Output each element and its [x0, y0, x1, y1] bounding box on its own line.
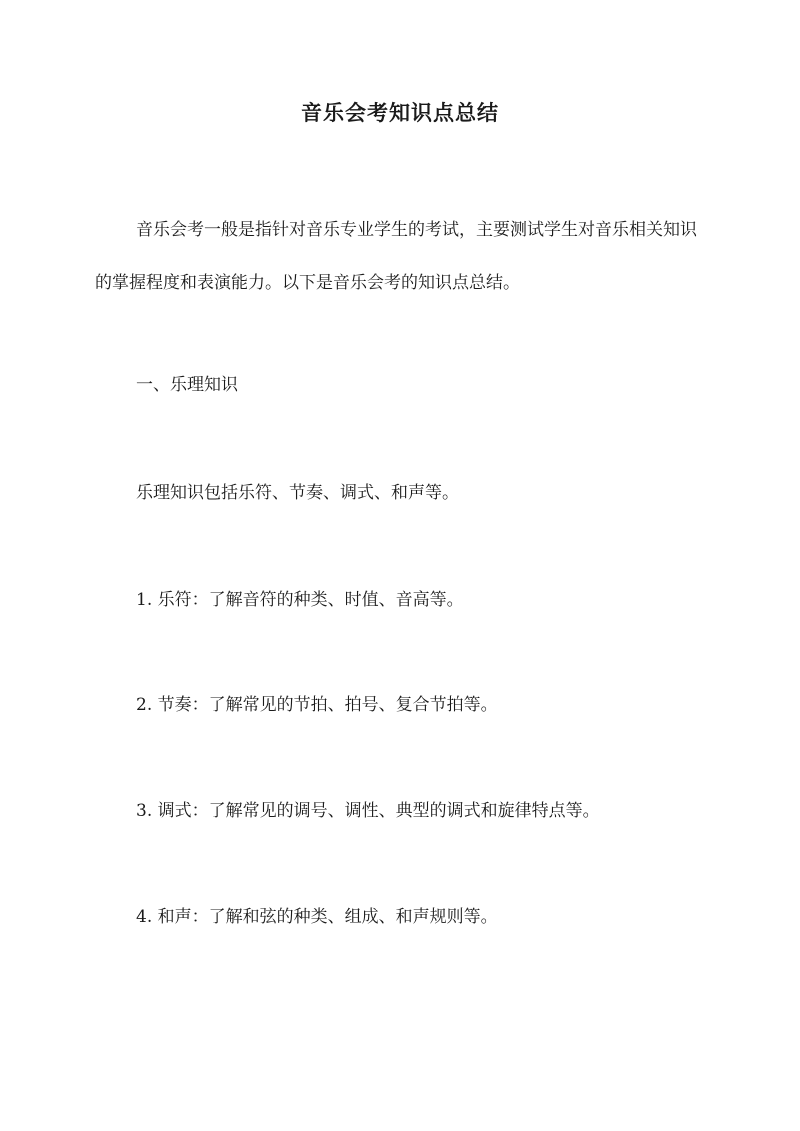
- list-item: 4. 和声：了解和弦的种类、组成、和声规则等。: [136, 907, 498, 927]
- section-intro: 乐理知识包括乐符、节奏、调式、和声等。: [136, 483, 459, 503]
- list-item: 2. 节奏：了解常见的节拍、拍号、复合节拍等。: [136, 695, 498, 715]
- list-item: 3. 调式：了解常见的调号、调性、典型的调式和旋律特点等。: [136, 801, 600, 821]
- intro-paragraph: 音乐会考一般是指针对音乐专业学生的考试，主要测试学生对音乐相关知识的掌握程度和表演能力。以下是音乐会考的知识点总结。: [95, 220, 697, 293]
- section-heading: 一、乐理知识: [136, 375, 238, 395]
- list-item: 1. 乐符：了解音符的种类、时值、音高等。: [136, 590, 464, 610]
- document-title: 音乐会考知识点总结: [301, 100, 499, 125]
